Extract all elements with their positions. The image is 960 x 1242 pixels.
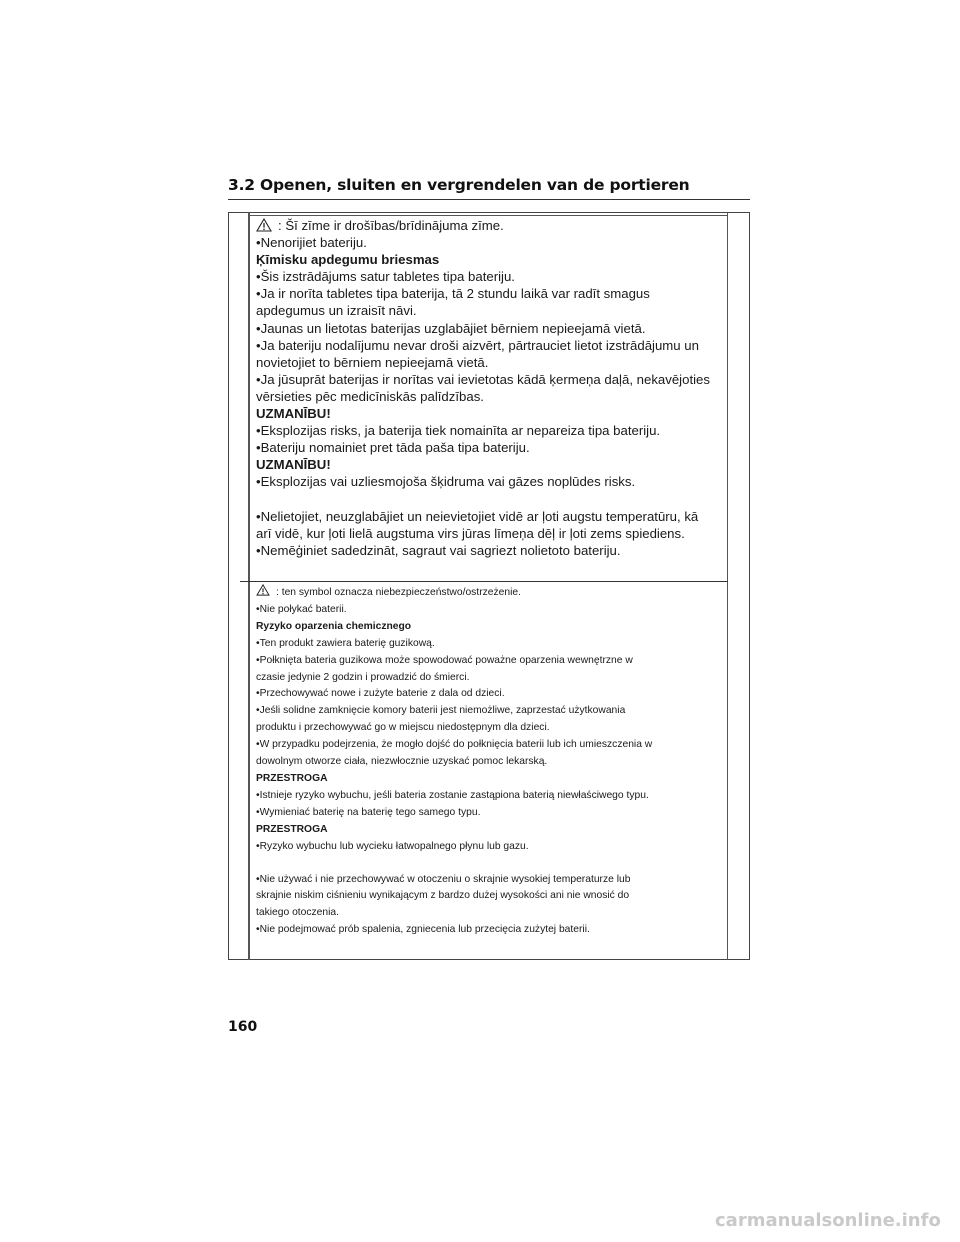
latvian-line: •Eksplozijas risks, ja baterija tiek nomainīta ar nepareiza tipa bateriju.: [256, 423, 661, 439]
polish-symbol-note: [256, 584, 726, 602]
section-title: 3.2 Openen, sluiten en vergrendelen van de portieren: [228, 176, 690, 194]
latvian-caution-heading: UZMANĪBU!: [256, 457, 331, 473]
polish-line: •Nie używać i nie przechowywać w otoczeniu o skrajnie wysokiej temperaturze lub: [256, 873, 631, 885]
polish-warning-text: [256, 584, 726, 939]
watermark: carmanualsonline.info: [715, 1210, 941, 1231]
latvian-caution-heading: UZMANĪBU!: [256, 406, 331, 422]
box-top-line: [248, 215, 728, 216]
polish-line: •Wymieniać baterię na baterię tego samego typu.: [256, 806, 481, 818]
latvian-line: •Bateriju nomainiet pret tāda paša tipa bateriju.: [256, 440, 530, 456]
header-divider: [228, 199, 750, 200]
polish-line: •Ten produkt zawiera baterię guzikową.: [256, 637, 435, 649]
box-inner-right-line: [727, 212, 728, 960]
latvian-line: arī vidē, kur ļoti lielā augstuma virs jūras līmeņa dēļ ir ļoti zems spiediens.: [256, 525, 685, 541]
polish-caution-heading: PRZESTROGA: [256, 772, 328, 784]
polish-line: skrajnie niskim ciśnieniu wynikającym z bardzo dużej wysokości ani nie wnosić do: [256, 890, 630, 902]
latvian-line: •Nelietojiet, neuzglabājiet un neievietojiet vidē ar ļoti augstu temperatūru, kā: [256, 508, 699, 524]
latvian-line: •Ja bateriju nodalījumu nevar droši aizvērt, pārtrauciet lietot izstrādājumu un: [256, 337, 699, 353]
latvian-line: •Šis izstrādājums satur tabletes tipa bateriju.: [256, 269, 515, 285]
polish-symbol-note-text: : ten symbol oznacza niebezpieczeństwo/ostrzeżenie.: [276, 587, 521, 598]
polish-line: •Nie podejmować prób spalenia, zgniecenia lub przecięcia zużytej baterii.: [256, 924, 590, 936]
spacer: [256, 856, 726, 872]
latvian-line: •Ja jūsuprāt baterijas ir norītas vai ievietotas kādā ķermeņa daļā, nekavējoties: [256, 371, 710, 387]
polish-line: •Nie połykać baterii.: [256, 603, 347, 615]
latvian-line: vērsieties pēc medicīniskās palīdzības.: [256, 388, 484, 404]
polish-line: produktu i przechowywać go w miejscu niedostępnym dla dzieci.: [256, 722, 550, 734]
latvian-line: novietojiet to bērniem nepieejamā vietā.: [256, 354, 489, 370]
polish-line: •Przechowywać nowe i zużyte baterie z dala od dzieci.: [256, 688, 505, 700]
latvian-line: •Jaunas un lietotas baterijas uzglabājiet bērniem nepieejamā vietā.: [256, 320, 646, 336]
latvian-symbol-note-text: : Šī zīme ir drošības/brīdinājuma zīme.: [278, 218, 504, 233]
polish-caution-heading: PRZESTROGA: [256, 823, 328, 835]
latvian-warning-text: [256, 217, 726, 559]
latvian-line: •Eksplozijas vai uzliesmojoša šķidruma vai gāzes noplūdes risks.: [256, 474, 636, 490]
latvian-line: •Nenorijiet bateriju.: [256, 235, 367, 251]
polish-line: •Ryzyko wybuchu lub wycieku łatwopalnego płynu lub gazu.: [256, 840, 529, 852]
latvian-line: •Ja ir norīta tabletes tipa baterija, tā 2 stundu laikā var radīt smagus: [256, 286, 650, 302]
latvian-line: apdegumus un izraisīt nāvi.: [256, 303, 417, 319]
latvian-heading: Ķīmisku apdegumu briesmas: [256, 252, 440, 268]
latvian-symbol-note: [256, 217, 726, 234]
warning-triangle-icon: [256, 218, 272, 232]
warning-triangle-icon: [256, 584, 270, 596]
spacer: [256, 491, 726, 508]
polish-line: •W przypadku podejrzenia, że mogło dojść do połknięcia baterii lub ich umieszczenia w: [256, 739, 653, 751]
polish-line: •Jeśli solidne zamknięcie komory baterii jest niemożliwe, zaprzestać użytkowania: [256, 705, 626, 717]
latvian-line: •Nemēģiniet sadedzināt, sagraut vai sagriezt nolietoto bateriju.: [256, 542, 621, 558]
polish-line: dowolnym otworze ciała, niezwłocznie uzyskać pomoc lekarską.: [256, 756, 548, 768]
page-number: 160: [228, 1019, 258, 1035]
polish-line: czasie jedynie 2 godzin i prowadzić do śmierci.: [256, 671, 470, 683]
language-divider: [240, 581, 728, 582]
polish-line: takiego otoczenia.: [256, 907, 340, 919]
polish-line: •Istnieje ryzyko wybuchu, jeśli bateria zostanie zastąpiona baterią niewłaściwego typu.: [256, 789, 649, 801]
box-inner-left-line: [248, 212, 250, 960]
polish-heading: Ryzyko oparzenia chemicznego: [256, 620, 412, 632]
polish-line: •Połknięta bateria guzikowa może spowodować poważne oparzenia wewnętrzne w: [256, 654, 633, 666]
